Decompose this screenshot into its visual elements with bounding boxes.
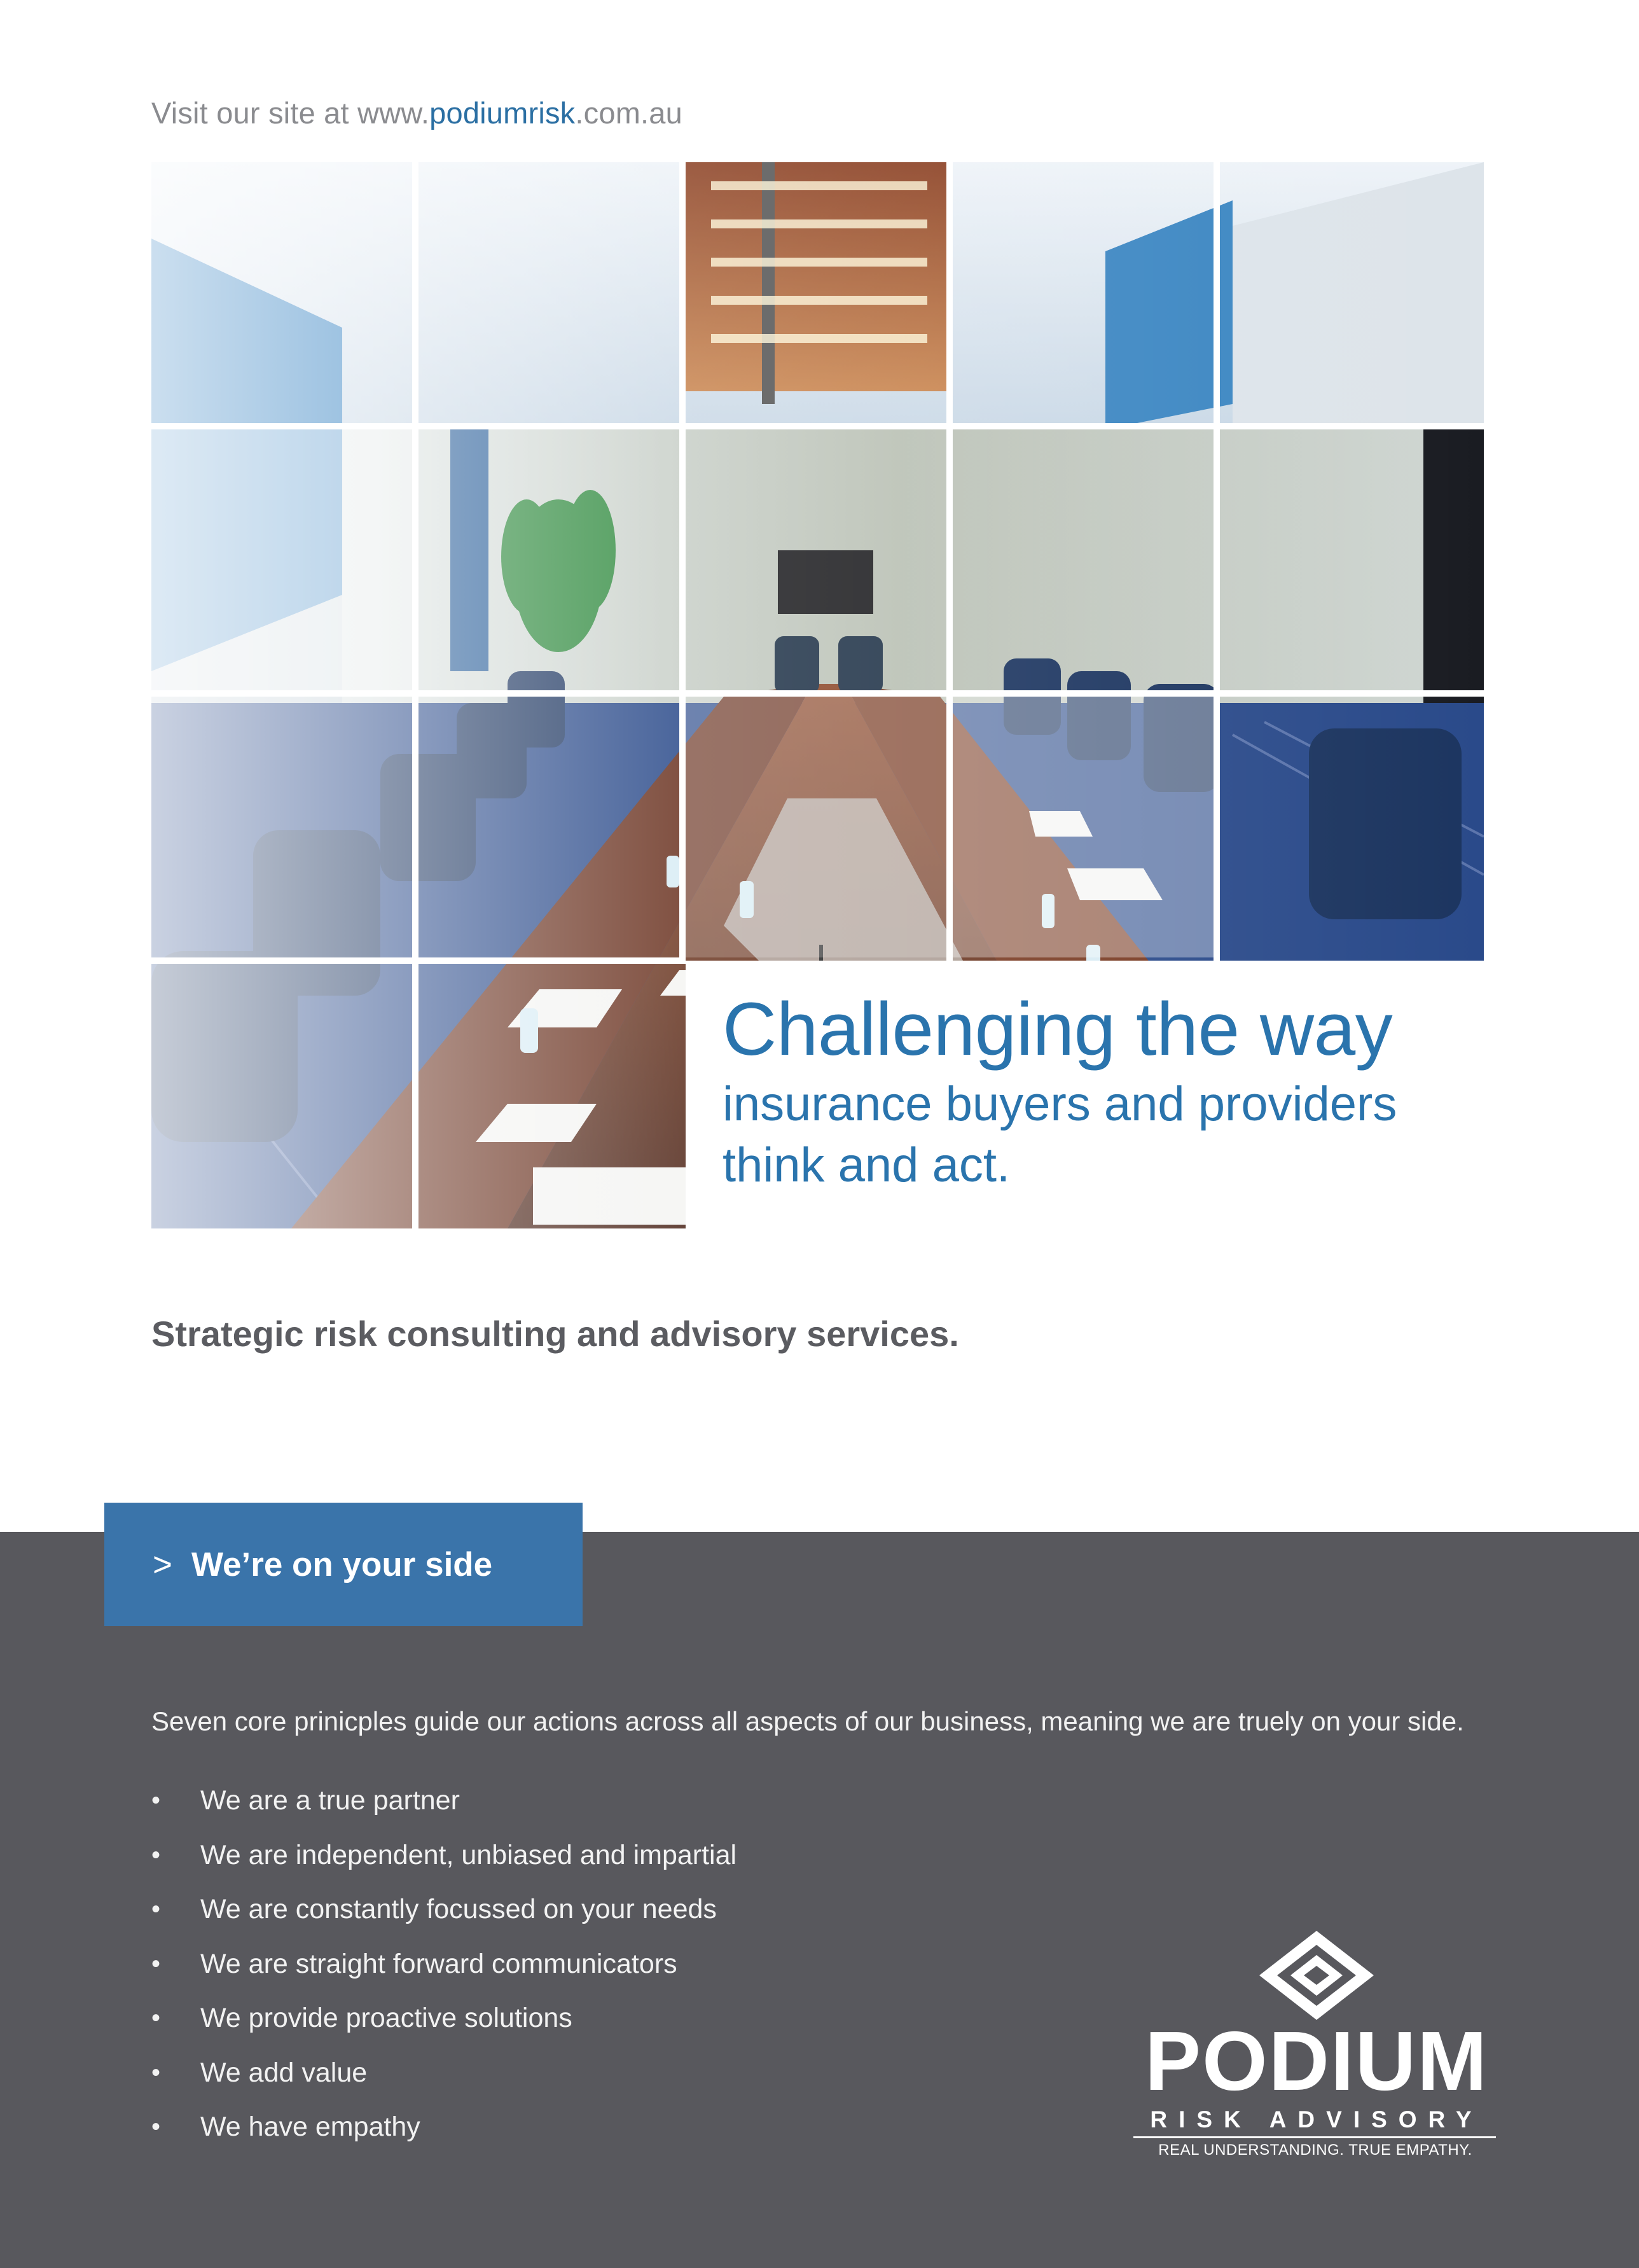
principle-text: We are a true partner xyxy=(200,1785,460,1816)
bullet-icon: • xyxy=(151,1840,161,1869)
chevron-right-icon: > xyxy=(153,1545,172,1583)
podium-logo xyxy=(1132,1934,1501,2163)
headline xyxy=(723,985,1397,1196)
site-url-suffix: .com.au xyxy=(575,96,682,130)
list-item xyxy=(151,2108,737,2162)
bullet-icon: • xyxy=(151,1895,161,1923)
logo-subtitle: RISK ADVISORY xyxy=(1150,2106,1483,2132)
logo-divider xyxy=(1133,2136,1496,2138)
were-on-your-side-tab[interactable] xyxy=(104,1503,583,1626)
principle-text: We are straight forward communicators xyxy=(200,1948,677,1979)
tagline: Strategic risk consulting and advisory services. xyxy=(151,1314,959,1354)
logo-wordmark: PODIUM xyxy=(1145,2014,1488,2108)
list-item xyxy=(151,1781,737,1836)
tab-label: We’re on your side xyxy=(191,1545,493,1583)
diamond-mark-icon xyxy=(1253,1931,1380,2020)
site-url-line xyxy=(151,95,682,130)
list-item xyxy=(151,1890,737,1945)
principles-list xyxy=(151,1781,737,2162)
headline-line-2: insurance buyers and providers xyxy=(723,1077,1397,1131)
principles-intro: Seven core prinicples guide our actions across all aspects of our business, meaning we are truely on your side. xyxy=(151,1706,1464,1736)
list-item xyxy=(151,2054,737,2108)
headline-line-1: Challenging the way xyxy=(723,987,1393,1071)
principle-text: We provide proactive solutions xyxy=(200,2003,572,2033)
principle-text: We have empathy xyxy=(200,2111,420,2142)
logo-slogan: REAL UNDERSTANDING. TRUE EMPATHY. xyxy=(1158,2141,1472,2159)
principle-text: We are constantly focussed on your needs xyxy=(200,1894,717,1924)
bullet-icon: • xyxy=(151,1786,161,1814)
bullet-icon: • xyxy=(151,2004,161,2032)
principle-text: We add value xyxy=(200,2057,368,2088)
site-url-prefix: Visit our site at www. xyxy=(151,96,430,130)
bullet-icon: • xyxy=(151,2058,161,2087)
list-item xyxy=(151,1836,737,1891)
headline-line-3: think and act. xyxy=(723,1138,1011,1192)
bullet-icon: • xyxy=(151,2113,161,2141)
list-item xyxy=(151,1999,737,2054)
bullet-icon: • xyxy=(151,1949,161,1978)
list-item xyxy=(151,1945,737,2000)
site-url-domain[interactable]: podiumrisk xyxy=(429,96,576,130)
principle-text: We are independent, unbiased and impartial xyxy=(200,1839,737,1870)
